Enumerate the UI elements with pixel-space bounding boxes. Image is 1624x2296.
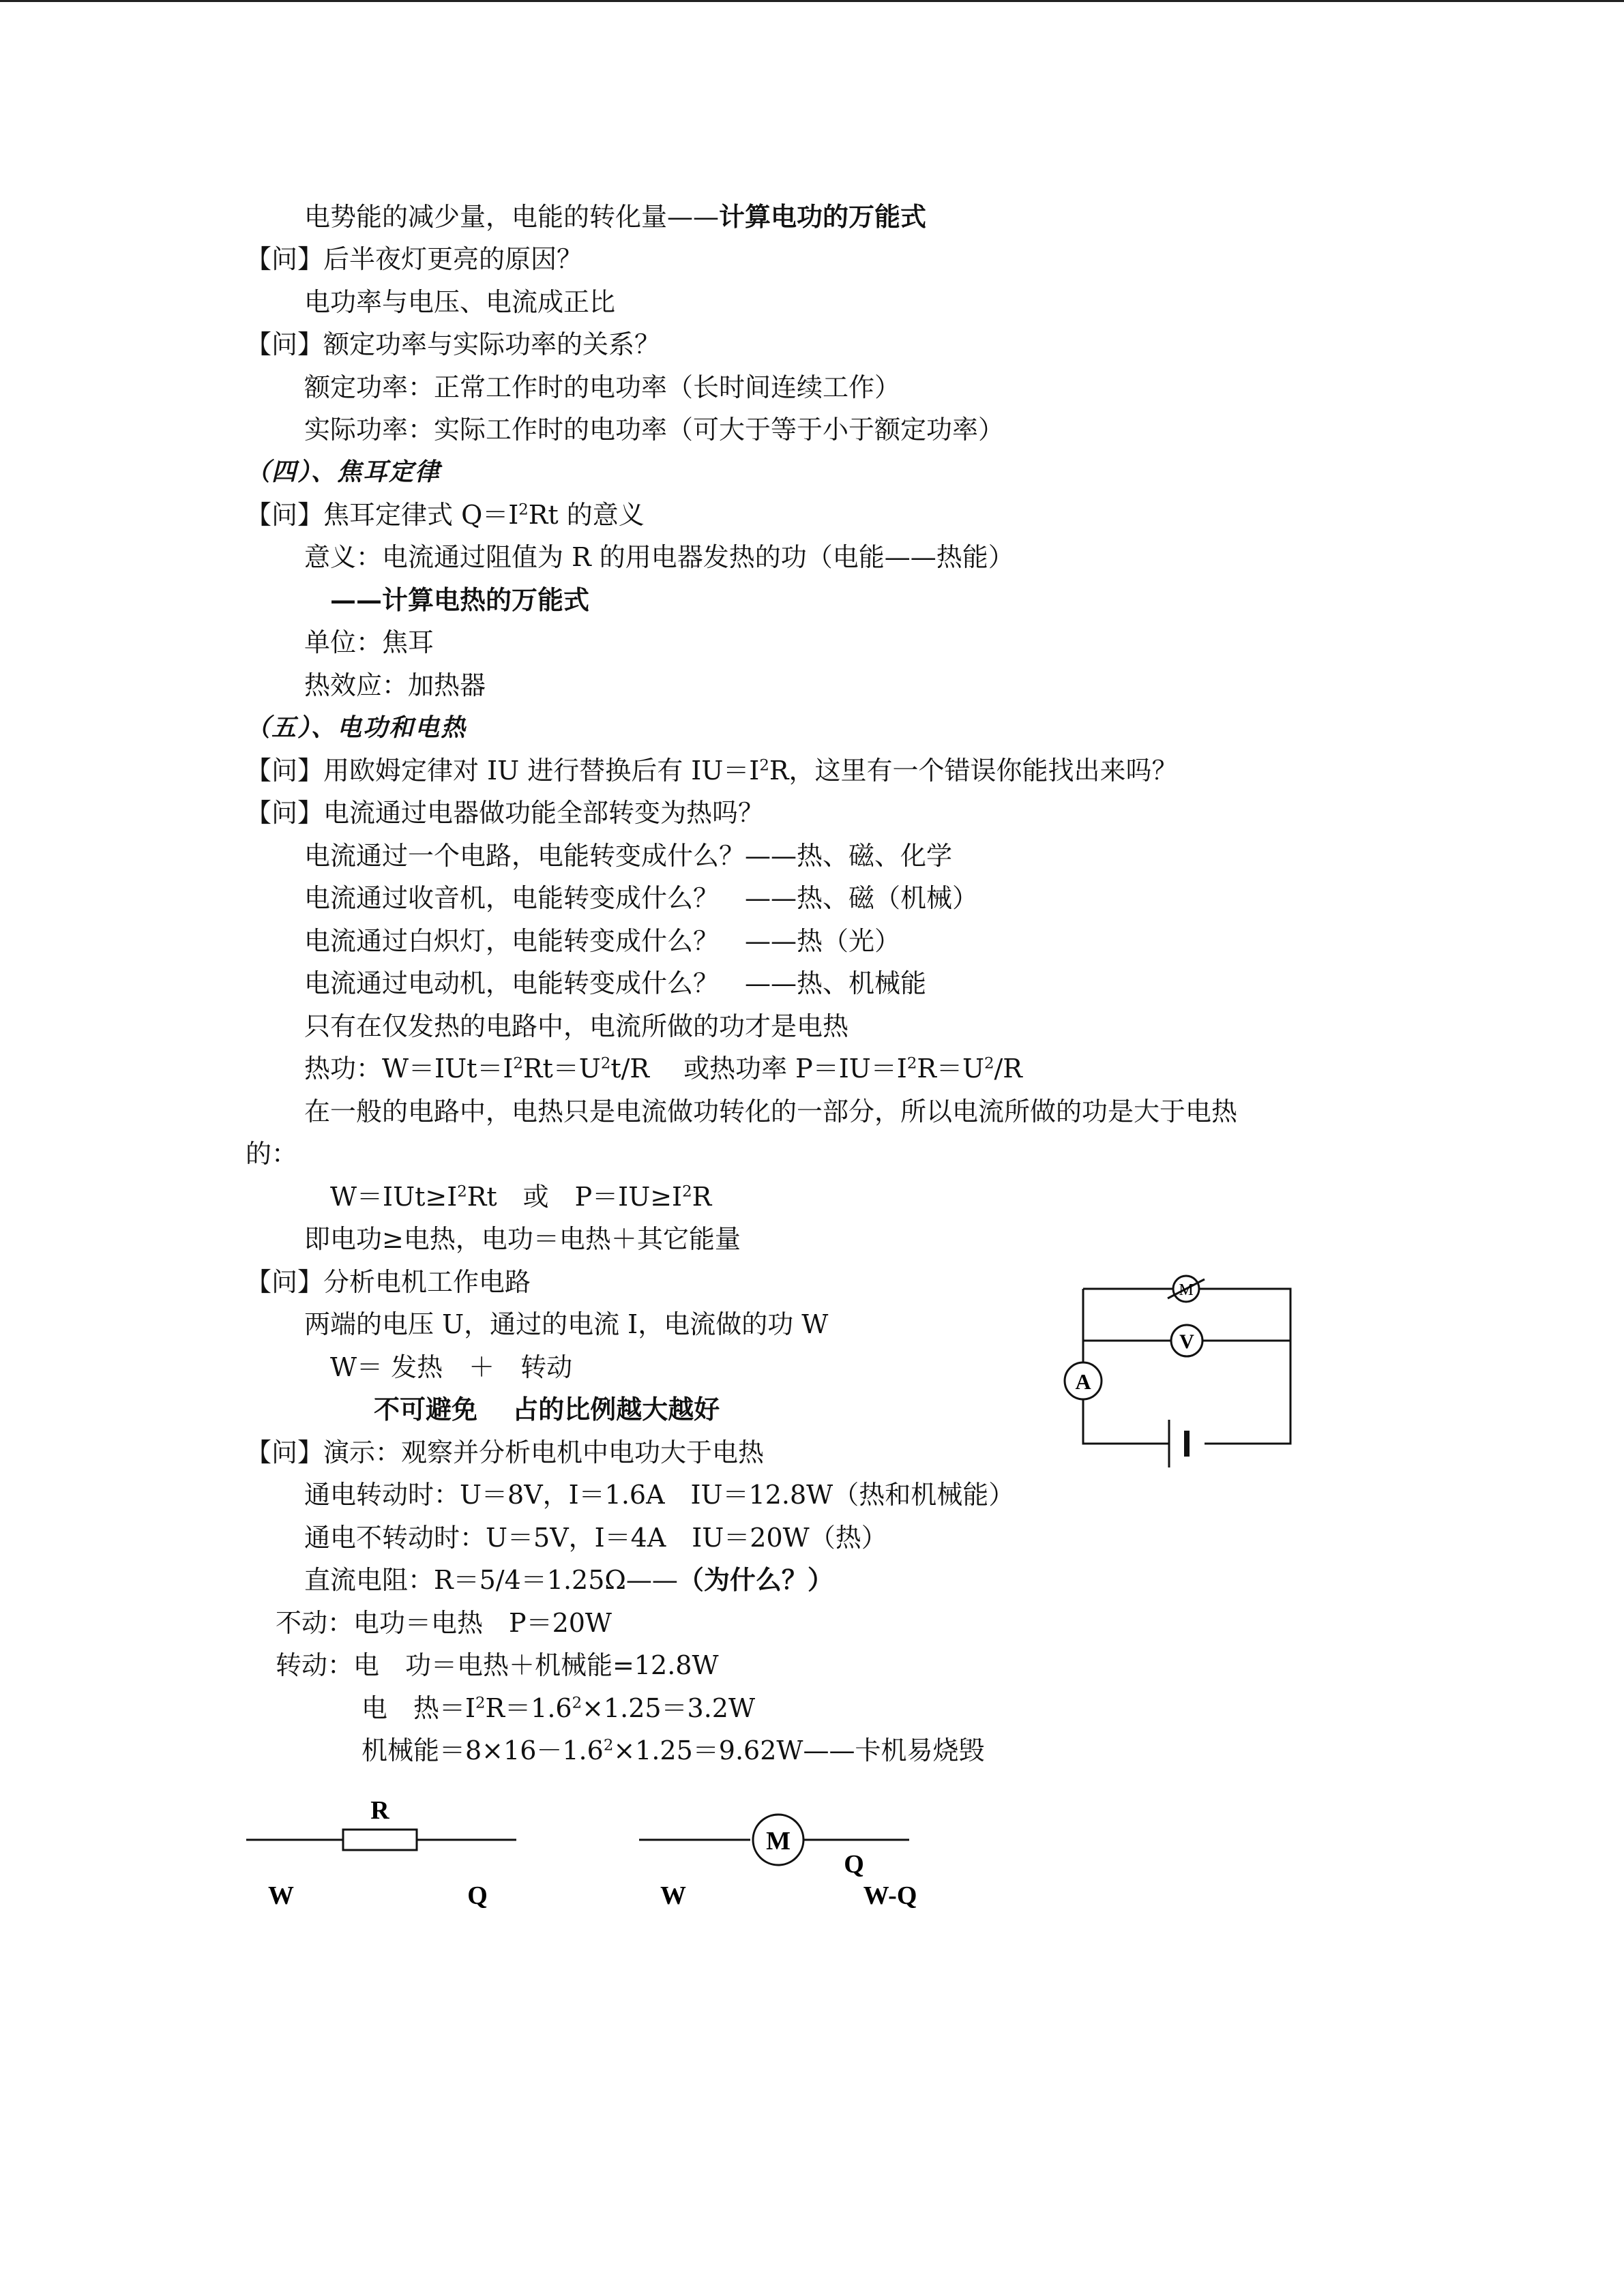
- formula-line: 电 热$=I^2R=1.6^2\times 1.25=3.2W$: [361, 1693, 756, 1723]
- text-line: 只有在仅发热的电路中，电流所做的功才是电热: [304, 1011, 849, 1041]
- text-line: 电功率与电压、电流成正比: [304, 287, 616, 317]
- circuit-diagram: [1050, 1255, 1310, 1480]
- question-line: 【问】用欧姆定律对 IU 进行替换后有 $IU=I^2R$，这里有一个错误你能找出来吗？: [246, 756, 1178, 786]
- text-line: 电流通过白炽灯，电能转变成什么？ ——热（光）: [304, 926, 901, 956]
- text-line: W＝ 发热 ＋ 转动: [330, 1352, 573, 1382]
- text-line: 转动：电 功＝电热＋机械能=12.8W: [276, 1650, 719, 1680]
- resistor-symbol: [343, 1830, 417, 1850]
- text-line: 热效应：加热器: [304, 670, 486, 700]
- text-line: 直流电阻：R＝5/4＝1.25Ω——（为什么？）: [304, 1564, 833, 1595]
- text-line: 在一般的电路中，电热只是电流做功转化的一部分，所以电流所做的功是大于电热: [304, 1097, 1238, 1127]
- question-line: 【问】电流通过电器做功能全部转变为热吗？: [246, 798, 765, 828]
- question-line: 【问】分析电机工作电路: [246, 1267, 531, 1297]
- left-output-label: Q: [467, 1881, 488, 1910]
- resistor-label: R: [370, 1800, 389, 1825]
- formula-line: 热功：$W=IUt=I^2Rt=U^2t/R$ 或热功率 $P=IU=I^2R=U^2/R$: [304, 1054, 1022, 1084]
- text-line: 的：: [246, 1139, 298, 1169]
- right-output-label: W-Q: [863, 1881, 917, 1910]
- section-heading: （四）、焦耳定律: [246, 458, 441, 486]
- question-line: 【问】额定功率与实际功率的关系？: [246, 329, 661, 359]
- text-line: 通电转动时：U＝8V，I＝1.6A IU＝12.8W（热和机械能）: [304, 1480, 1015, 1510]
- motor-label: M: [1179, 1281, 1194, 1299]
- text-line: 实际功率：实际工作时的电功率（可大于等于小于额定功率）: [304, 415, 1005, 445]
- question-line: 【问】演示：观察并分析电机中电功大于电热: [246, 1437, 765, 1467]
- text-line: 单位：焦耳: [304, 627, 434, 657]
- text-line: ——计算电热的万能式: [330, 584, 590, 615]
- text-line: 电势能的减少量，电能的转化量——计算电功的万能式: [304, 201, 927, 232]
- left-input-label: W: [268, 1881, 294, 1910]
- text-line: 意义：电流通过阻值为 R 的用电器发热的功（电能——热能）: [304, 542, 1014, 572]
- motor-label: M: [766, 1827, 791, 1855]
- page-top-border: [0, 0, 1624, 2]
- question-line: 【问】焦耳定律式 $Q=I^2Rt$ 的意义: [246, 500, 645, 530]
- text-line: 不动：电功＝电热 P＝20W: [276, 1608, 612, 1638]
- text-line: 不可避免 占的比例越大越好: [374, 1394, 720, 1425]
- text-line: 即电功≥电热，电功＝电热＋其它能量: [304, 1224, 741, 1254]
- wire-top-right: [1199, 1289, 1290, 1444]
- question-line: 【问】后半夜灯更亮的原因？: [246, 244, 583, 274]
- wire-left-bottom: [1083, 1399, 1169, 1444]
- energy-flow-diagrams: [242, 1800, 931, 1937]
- text-line: 两端的电压 U，通过的电流 I，电流做的功 W: [304, 1309, 829, 1339]
- section-heading: （五）、电功和电热: [246, 713, 467, 742]
- ammeter-label: A: [1075, 1369, 1091, 1394]
- right-heat-label: Q: [844, 1850, 864, 1879]
- formula-line: 机械能$=8\times 16-1.6^2\times 1.25=9.62W——$卡机易烧毁: [361, 1735, 985, 1765]
- text-line: 电流通过电动机，电能转变成什么？ ——热、机械能: [304, 968, 927, 998]
- text-line: 电流通过一个电路，电能转变成什么？——热、磁、化学: [304, 841, 953, 871]
- text-line: 额定功率：正常工作时的电功率（长时间连续工作）: [304, 372, 901, 402]
- text-line: 通电不转动时：U＝5V，I＝4A IU＝20W（热）: [304, 1523, 887, 1553]
- right-input-label: W: [660, 1881, 686, 1910]
- voltmeter-label: V: [1179, 1330, 1194, 1353]
- text-line: 电流通过收音机，电能转变成什么？ ——热、磁（机械）: [304, 883, 979, 913]
- formula-line: $W=IUt\ge I^2Rt$ 或 $P=IU\ge I^2R$: [330, 1182, 712, 1212]
